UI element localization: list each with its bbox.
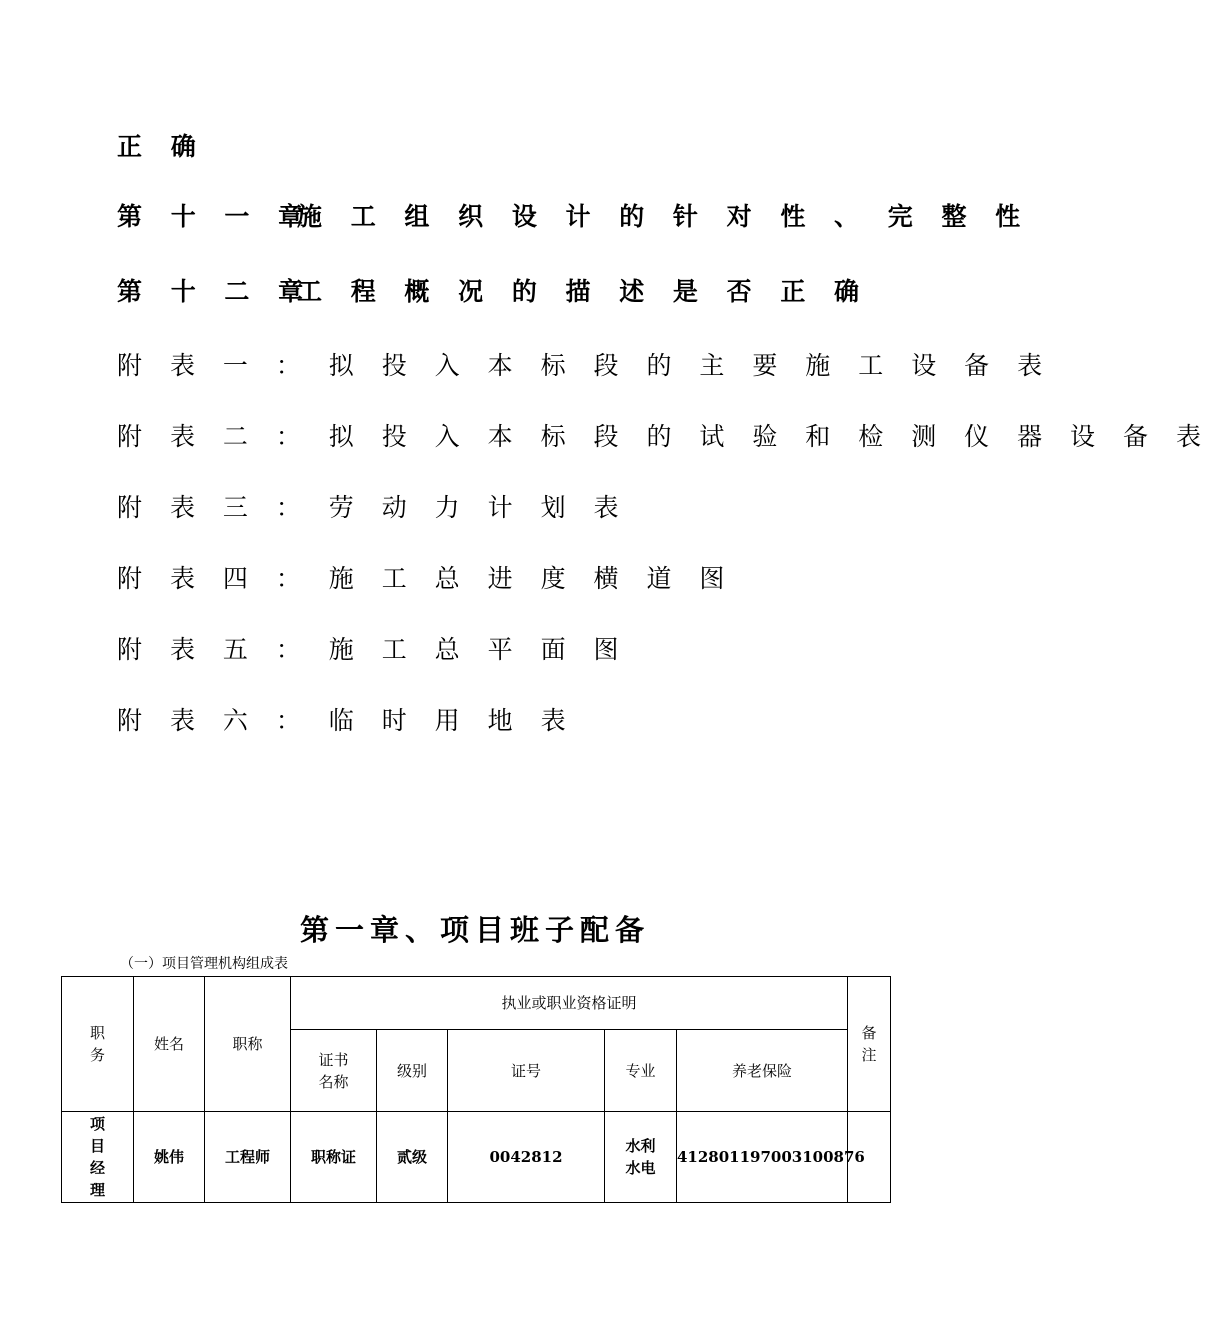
chapter-11-title: 施 工 组 织 设 计 的 针 对 性 、 完 整 性 <box>297 202 1031 231</box>
header-level: 级别 <box>377 1030 448 1112</box>
cell-major <box>605 1112 677 1203</box>
header-remarks-label: 备注 <box>861 1024 877 1064</box>
header-pension: 养老保险 <box>677 1030 848 1112</box>
table-row <box>62 1112 891 1203</box>
cell-pension: 412801197003100876 <box>677 1112 848 1203</box>
toc-chapter-11 <box>117 202 1030 232</box>
toc-chapter-12 <box>117 277 869 307</box>
toc-appendix-4: 附 表 四 ： 施 工 总 进 度 横 道 图 <box>117 564 735 593</box>
cell-major-value: 水利水电 <box>625 1137 656 1177</box>
header-position-label: 职务 <box>89 1024 105 1064</box>
header-cert-name-label: 证书名称 <box>318 1050 349 1091</box>
header-cert-no: 证号 <box>448 1030 605 1112</box>
cell-name: 姚伟 <box>134 1112 205 1203</box>
chapter-11-number: 第 十 一 章 <box>117 202 314 231</box>
cell-position <box>62 1112 134 1203</box>
toc-appendix-3: 附 表 三 ： 劳 动 力 计 划 表 <box>117 493 629 522</box>
chapter-12-title: 工 程 概 况 的 描 述 是 否 正 确 <box>297 277 870 306</box>
cell-cert-no: 0042812 <box>448 1112 605 1203</box>
header-name: 姓名 <box>134 977 205 1112</box>
toc-appendix-5: 附 表 五 ： 施 工 总 平 面 图 <box>117 635 629 664</box>
header-position <box>62 977 134 1112</box>
header-qualification: 执业或职业资格证明 <box>291 977 848 1030</box>
cell-cert-name: 职称证 <box>291 1112 377 1203</box>
header-remarks <box>848 977 891 1112</box>
header-major: 专业 <box>605 1030 677 1112</box>
chapter-12-number: 第 十 二 章 <box>117 277 314 306</box>
toc-appendix-1: 附 表 一 ： 拟 投 入 本 标 段 的 主 要 施 工 设 备 表 <box>117 351 1053 380</box>
project-team-table <box>61 976 891 1203</box>
cell-position-value: 项目经理 <box>89 1115 105 1199</box>
header-title: 职称 <box>205 977 291 1112</box>
header-cert-name <box>291 1030 377 1112</box>
toc-continuation-text: 正 确 <box>117 132 206 161</box>
cell-level: 贰级 <box>377 1112 448 1203</box>
toc-appendix-2: 附 表 二 ： 拟 投 入 本 标 段 的 试 验 和 检 测 仪 器 设 备 表 <box>117 422 1211 451</box>
table-caption: （一）项目管理机构组成表 <box>120 956 288 972</box>
chapter-1-heading: 第一章、项目班子配备 <box>299 913 650 947</box>
toc-appendix-6: 附 表 六 ： 临 时 用 地 表 <box>117 706 576 735</box>
cell-title: 工程师 <box>205 1112 291 1203</box>
